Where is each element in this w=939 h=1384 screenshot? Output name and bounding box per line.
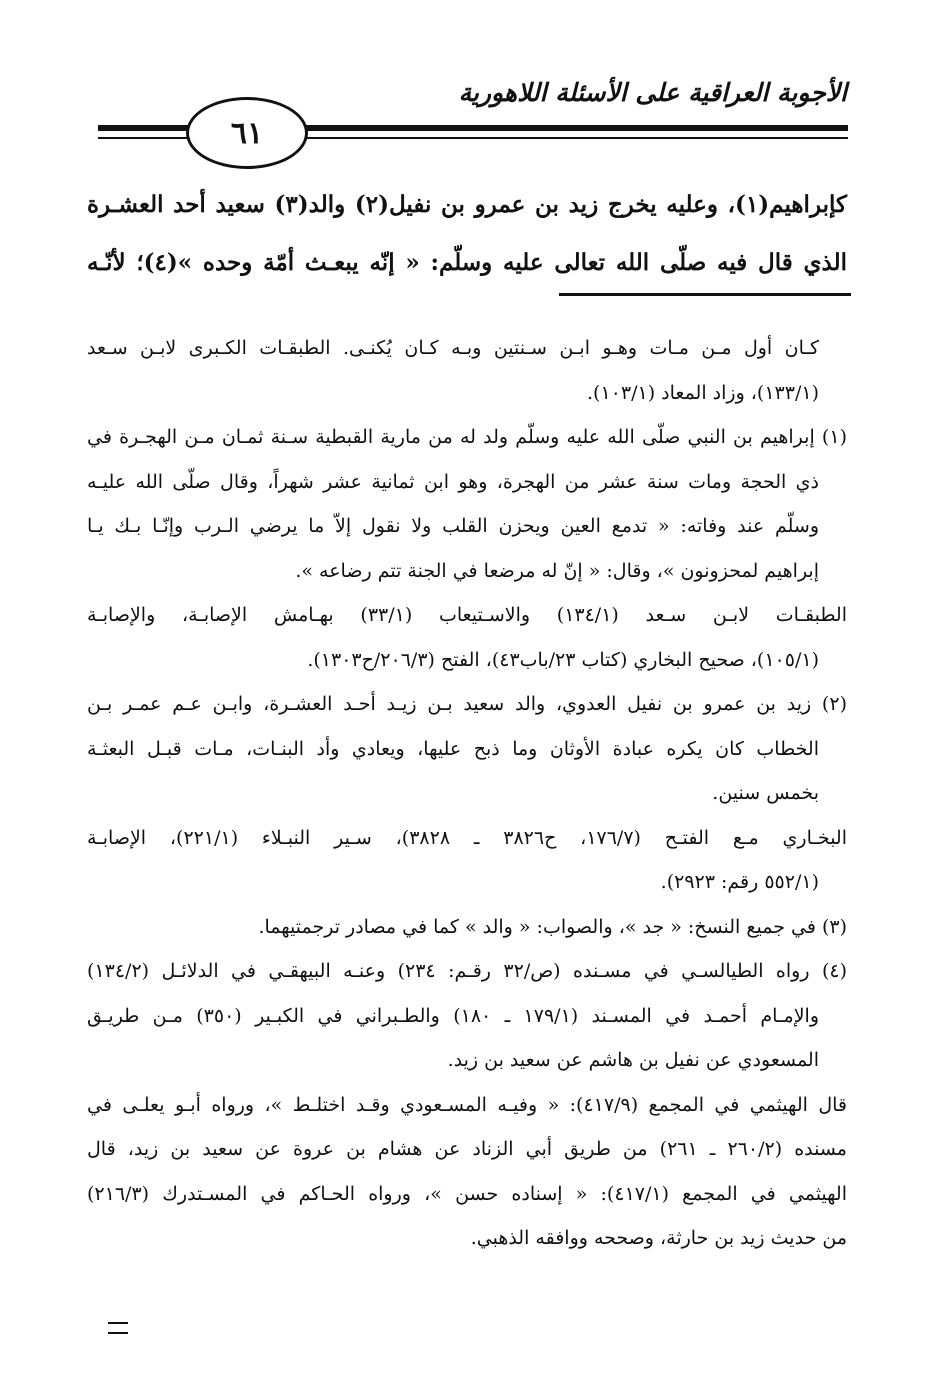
main-text-line: كإبراهيم(١)، وعليه يخرج زيد بن عمرو بن نفيل(٢) والد(٣) سعيد أحد العشـرة	[87, 191, 847, 218]
footnote-line: المسعودي عن نفيل بن هاشم عن سعيد بن زيد.	[447, 1049, 819, 1071]
footnote-line: (١) إبراهيم بن النبي صلّى الله عليه وسلّم ولد له من مارية القبطية سـنة ثمـان مـن الهجـرة في	[87, 426, 847, 448]
footnote-line: (١٠٥/١)، صحيح البخاري (كتاب ٢٣/باب٤٣)، الفتح (٢٠٦/٣/ح١٣٠٣).	[307, 648, 819, 671]
main-text-line: الذي قال فيه صلّى الله تعالى عليه وسلّم: « إنّه يبعـث أمّة وحده »(٤)؛ لأنّـه	[87, 249, 847, 276]
footnote-line: قال الهيثمي في المجمع (٤١٧/٩): « وفيـه المسـعودي وقـد اختلـط »، ورواه أبـو يعلـى في	[87, 1093, 847, 1116]
footnote-line: كـان أول مـن مـات وهـو ابـن سـنتين وبـه كـان يُكنـى. الطبقـات الكـبرى لابـن سـعد	[87, 337, 819, 359]
footnote-line: البخـاري مـع الفتـح (١٧٦/٧، ح٣٨٢٦ ـ ٣٨٢٨)، سـير النبـلاء (٢٢١/١)، الإصابـة	[87, 826, 847, 849]
running-header: الأجوبة العراقية على الأسئلة اللاهورية	[458, 78, 847, 107]
footnote-line: والإمـام أحمـد في المسـند (١٧٩/١ ـ ١٨٠) والطـبراني في الكبـير (٣٥٠) مـن طريـق	[87, 1004, 819, 1027]
footnote-line: الطبقـات لابـن سـعد (١٣٤/١) والاسـتيعاب (٣٣/١) بهـامش الإصابـة، والإصابـة	[87, 604, 847, 626]
footnote-line: إبراهيم لمحزونون »، وقال: « إنّ له مرضعا في الجنة تتم رضاعه ».	[295, 559, 819, 582]
footnote-line: ذي الحجة ومات سنة عشر من الهجرة، وهو ابن ثمانية عشر شهراً، وقال صلّى الله عليـه	[87, 470, 819, 493]
footnote-line: (٤) رواه الطيالسـي في مسـنده (ص/٣٢ رقـم: ٢٣٤) وعنـه البيهقـي في الدلائـل (١٣٤/٢)	[87, 960, 847, 982]
footnote-line: مسنده (٢٦٠/٢ ـ ٢٦١) من طريق أبي الزناد عن هشام بن عروة عن سعيد بن زيد، قال	[87, 1138, 847, 1160]
footnotes	[87, 326, 847, 1261]
main-text	[87, 176, 847, 292]
page-number-badge	[186, 97, 308, 169]
footnote-line: الهيثمي في المجمع (٤١٧/١): « إسناده حسن »، ورواه الحـاكم في المسـتدرك (٢١٦/٣)	[87, 1182, 847, 1205]
footnote-line: (٢) زيد بن عمرو بن نفيل العدوي، والد سعيد بـن زيـد أحـد العشـرة، وابـن عـم عمـر بـن	[87, 693, 847, 715]
end-mark	[108, 1322, 128, 1334]
footnote-line: وسلّم عند وفاته: « تدمع العين ويحزن القلب ولا نقول إلاّ ما يرضي الـرب وإنّـا بـك يـا	[87, 515, 819, 537]
footnote-line: (١٣٣/١)، وزاد المعاد (١٠٣/١).	[587, 381, 819, 404]
page-number: ٦١	[230, 115, 264, 151]
footnote-line: الخطاب كان يكره عبادة الأوثان وما ذبح عليها، ويعادي وأد البنـات، مـات قبـل البعثـة	[87, 737, 819, 760]
footnote-separator	[559, 293, 851, 296]
footnote-line: من حديث زيد بن حارثة، وصححه ووافقه الذهبي.	[470, 1227, 847, 1249]
footnote-line: (٥٥٢/١ رقم: ٢٩٢٣).	[660, 871, 819, 893]
footnote-line: (٣) في جميع النسخ: « جد »، والصواب: « والد » كما في مصادر ترجمتيهما.	[258, 915, 847, 938]
footnote-line: بخمس سنين.	[712, 782, 819, 804]
